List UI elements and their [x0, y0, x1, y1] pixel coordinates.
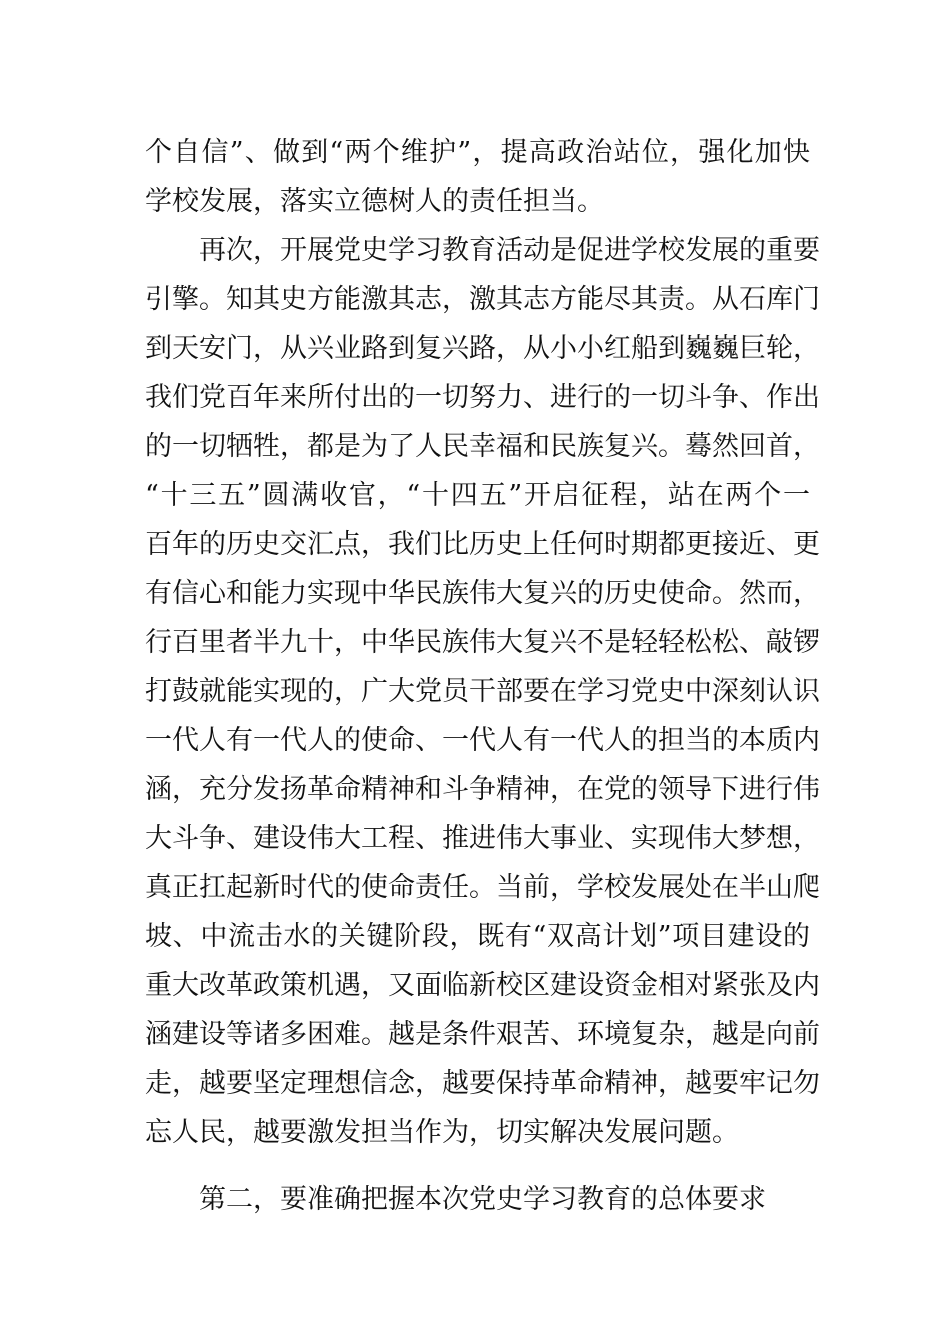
paragraph-line: 忘人民，越要激发担当作为，切实解决发展问题。 — [145, 1117, 739, 1148]
paragraph-line: 百年的历史交汇点，我们比历史上任何时期都更接近、更 — [145, 529, 820, 560]
paragraph-line: 再次，开展党史学习教育活动是促进学校发展的重要 — [199, 235, 820, 266]
paragraph-line: 真正扛起新时代的使命责任。当前，学校发展处在半山爬 — [145, 872, 820, 903]
paragraph-line: 引擎。知其史方能激其志，激其志方能尽其责。从石库门 — [145, 284, 820, 315]
paragraph-line: 到天安门，从兴业路到复兴路，从小小红船到巍巍巨轮， — [145, 333, 820, 364]
paragraph-line: “十三五”圆满收官，“十四五”开启征程，站在两个一 — [145, 480, 810, 511]
paragraph-line: 坡、中流击水的关键阶段，既有“双高计划”项目建设的 — [145, 921, 810, 952]
paragraph-2 — [145, 226, 820, 1157]
paragraph-line: 一代人有一代人的使命、一代人有一代人的担当的本质内 — [145, 725, 820, 756]
paragraph-line: 重大改革政策机遇，又面临新校区建设资金相对紧张及内 — [145, 970, 820, 1001]
paragraph-line: 大斗争、建设伟大工程、推进伟大事业、实现伟大梦想， — [145, 823, 820, 854]
paragraph-line: 行百里者半九十，中华民族伟大复兴不是轻轻松松、敲锣 — [145, 627, 820, 658]
section-heading — [145, 1175, 810, 1224]
paragraph-line: 涵建设等诸多困难。越是条件艰苦、环境复杂，越是向前 — [145, 1019, 820, 1050]
paragraph-line: 个自信”、做到“两个维护”，提高政治站位，强化加快 — [145, 137, 810, 168]
paragraph-line: 有信心和能力实现中华民族伟大复兴的历史使命。然而， — [145, 578, 820, 609]
section-heading-line: 第二，要准确把握本次党史学习教育的总体要求 — [199, 1184, 766, 1215]
paragraph-line: 涵，充分发扬革命精神和斗争精神，在党的领导下进行伟 — [145, 774, 820, 805]
paragraph-line: 走，越要坚定理想信念，越要保持革命精神，越要牢记勿 — [145, 1068, 820, 1099]
paragraph-line: 学校发展，落实立德树人的责任担当。 — [145, 186, 604, 217]
paragraph-line: 我们党百年来所付出的一切努力、进行的一切斗争、作出 — [145, 382, 820, 413]
paragraph-1 — [145, 128, 810, 226]
paragraph-line: 打鼓就能实现的，广大党员干部要在学习党史中深刻认识 — [145, 676, 820, 707]
paragraph-line: 的一切牺牲，都是为了人民幸福和民族复兴。蓦然回首， — [145, 431, 820, 462]
